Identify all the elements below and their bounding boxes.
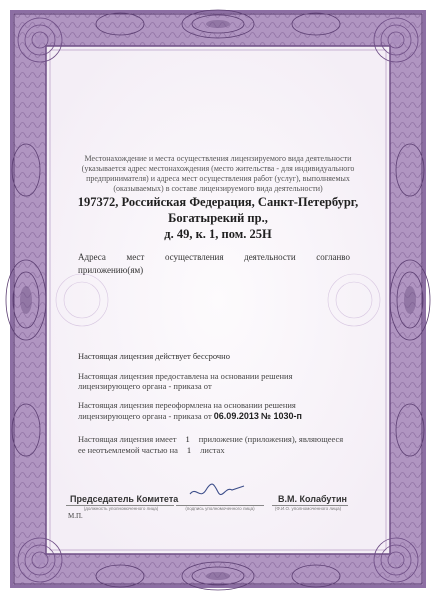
- appendix-count: 1: [185, 434, 190, 444]
- license-content: [60, 60, 376, 540]
- signature-caption: (подпись уполномоченного лица): [185, 506, 255, 511]
- places-line-2: приложению(ям): [78, 265, 144, 275]
- address-line-2: д. 49, к. 1, пом. 25Н: [164, 227, 272, 241]
- issue-basis: [78, 371, 308, 391]
- issue-basis-line-1: Настоящая лицензия предоставлена на основании решения: [78, 371, 293, 381]
- name-caption: (Ф.И.О. уполномоченного лица): [274, 506, 342, 511]
- reissue-basis: [78, 400, 378, 422]
- position-caption: (должность уполномоченного лица): [83, 506, 159, 511]
- appendix-line-2a: ее неотъемлемой частью на: [78, 445, 178, 455]
- organization-address: [66, 194, 370, 242]
- stamp-place-label: М.П.: [68, 512, 83, 520]
- validity-statement: Настоящая лицензия действует бессрочно: [78, 351, 230, 361]
- appendix-line-1a: Настоящая лицензия имеет: [78, 434, 177, 444]
- places-word: Адреса: [78, 252, 106, 262]
- places-word: мест: [126, 252, 145, 262]
- signatory-name: В.М. Колабутин: [278, 494, 347, 504]
- appendix-line-1b: приложение (приложения), являющееся: [198, 434, 344, 444]
- appendix-line-2b: листах: [200, 445, 225, 455]
- places-word: осуществления: [164, 252, 224, 262]
- places-word: согланво: [316, 252, 350, 262]
- reissue-number: № 1030-п: [260, 411, 302, 421]
- appendix-info: [78, 434, 378, 456]
- location-label: Местонахождение и места осуществления лицензируемого вида деятельности (указывается адрес местонахождения (место жительства - для индивидуального предпринимателя) и адреса мест осуществления работ (услуг), выполняемых (оказываемых) в составе лицензируемого вида деятельности): [81, 154, 355, 193]
- activity-places: [78, 251, 350, 277]
- address-line-1: 197372, Российская Федерация, Санкт-Петербург, Богатырекий пр.,: [77, 195, 359, 225]
- signatory-position: Председатель Комитета: [70, 494, 179, 504]
- places-word: деятельности: [244, 252, 296, 262]
- reissue-basis-line-1: Настоящая лицензия переоформлена на основании решения: [78, 400, 296, 410]
- issue-basis-line-2: лицензирующего органа - приказа от: [78, 381, 212, 391]
- reissue-date: 06.09.2013: [213, 411, 259, 421]
- appendix-pages-count: 1: [186, 445, 192, 455]
- reissue-basis-line-2: лицензирующего органа - приказа от: [78, 411, 212, 421]
